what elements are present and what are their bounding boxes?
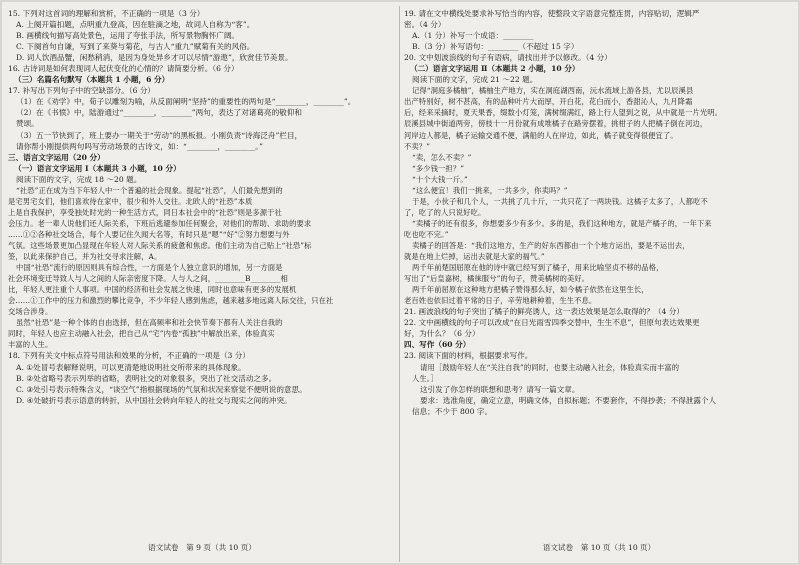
q20-stem: 20. 文中划波浪线的句子有语病，请找出并予以修改。（4 分）	[404, 53, 612, 63]
passage-line: “多少钱一担？”	[412, 163, 465, 173]
q19-part-a: A.（1 分）补写一个成语：________	[412, 31, 534, 41]
passage-line: 辰溪县城中街道两旁，傍枝十一月份就有成堆橘子在路旁摆着，挑柑子的人把橘子倒在河边，	[404, 119, 708, 129]
passage-line: 卖橘子的回答是：“我们这地方，生产的好东西都由一个个地方运出，要是不运出去，	[412, 240, 690, 250]
q15-option-b: B. 画横线句描写高处景色，运用了夸张手法，所写景物胸怀广阔。	[16, 31, 240, 41]
passage-line: 会压力。老一辈人说他们还人际关系，下班后逃避参加任何聚会，对他们的帮助、求助的要求	[8, 218, 312, 228]
q18-option-b: B. ②处省略号表示列举的省略，表明社交的对象很多，突出了社交活动之多。	[16, 373, 277, 383]
reading-instruction: 阅读下面的文字，完成 18 ～20 题。	[16, 174, 142, 184]
writing-prompt: 这引发了你怎样的联想和思考？请写一篇文章。	[420, 384, 580, 394]
passage-line: 两千年前楚国屈原在他的诗中就已经写到了橘子，用来比喻坚贞不移的品格，	[412, 263, 664, 273]
passage-line: 同时，年轻人也应主动融入社会，把自己从“宅”内卷“孤独”中解放出来，体验真实	[8, 329, 275, 339]
passage-line: 上是自我保护，享受独处时光的一种生活方式，同日本社会中的“社恐”则是多源于社	[8, 207, 282, 217]
q22-stem: 22. 文中画横线的句子可以改成“在日光雨雪四季交替中，生生不息”，但原句表达效果更	[404, 318, 700, 328]
passage-line: 写出了“后皇嘉树，橘徕服兮”的句子，赞美橘树的美好。	[404, 274, 590, 284]
passage-line: 交场合涉身。	[8, 307, 53, 317]
page-divider	[399, 6, 400, 562]
q15-option-a: A. 上阕开篇扣题，点明重九登高，因在駐滴之地，故词人自称为“客”。	[16, 20, 255, 30]
page-9	[8, 8, 396, 559]
q17-part-3-cont: 请你帮小刚提供两句吗写劳动场景的古诗文，如：“________，________。”	[16, 141, 263, 151]
section-heading-writing: 四、写作（60 分）	[404, 340, 471, 350]
q17-stem: 17. 补写出下列句子中的空缺部分。（6 分）	[8, 86, 156, 96]
passage-line: “十个大钱一斤。”	[412, 174, 468, 184]
q19-stem: 19. 请在文中横线处要求补写恰当的内容，使整段文字语意完整连贯，内容贴切，逻辑严	[404, 9, 700, 18]
passage-line: “卖，怎么不卖？”	[412, 152, 472, 162]
passage-line: 老百姓也依旧过着平常的日子，辛劳地耕种着，生生不息。	[404, 296, 597, 306]
passage-line: 中国“社恐”流行的原因则具有综合性，一方面是个人独立意识的增加，另一方面是	[16, 263, 283, 273]
passage-line: 河岸边人都是，橘子运输交通不便，满船的人在岸边，如此，橘子就变得很便宜了。	[404, 130, 678, 140]
passage-line: 就是在地上烂掉，运出去就是大家的福气。”	[404, 252, 545, 262]
page-10	[404, 8, 794, 559]
q21-stem: 21. 画波浪线的句子突出了橘子的鲜亮诱人，这一表达效果是怎么取得的？（4 分）	[404, 307, 684, 317]
q17-part-2-cont: 赞颂。	[16, 119, 39, 129]
passage-line: “卖橘子的还有很多，你想要多少有多少。多的是，我们这种地方，就是产橘子的，一年下来	[412, 218, 712, 228]
passage-line: 两千年前屈原在这种地方把橘子赞得那么好，如今橘子依然在这里生长，	[412, 285, 649, 295]
q16-stem: 16. 古诗词是如何表现词人起伏变化的心情的？请简要分析。（6 分）	[8, 64, 239, 74]
exam-sheet	[2, 2, 798, 563]
passage-line: 了，吃了的人只说好吃。	[404, 207, 486, 217]
q17-part-1: （1）在《劝学》中，荀子以雕刻为喻，从反面阐明“坚持”的重要性的两句是“________，________”。	[16, 97, 356, 107]
q19-stem-cont: 密。（4 分）	[404, 20, 446, 30]
subsection-heading-language-use-2: （二）语言文字运用 Ⅱ（本题共 2 小题，10 分）	[410, 64, 580, 74]
passage-line: 比，年轻人更注重个人事项。中国的经济和社会发展之快速，同时也意味有更多的发展机	[8, 285, 297, 295]
q18-option-c: C. ③处引号表示特殊含义，“谈空气”指根据现场的气氛和状况来察觉不便明说的意思。	[16, 384, 307, 394]
passage-line: 会……①工作中的压力和激烈的攀比竞争，不少年轻人感到焦虑，越来越多地远离人际交往，只在社	[8, 296, 334, 306]
reading-instruction: 阅读下面的文字，完成 21 ～22 题。	[412, 75, 538, 85]
writing-material: 请用［鼓励年轻人在“关注自我”的同时，也要主动融入社会，体验真实而丰富的	[420, 362, 680, 372]
page-footer: 语文试卷 第 9 页（共 10 页）	[148, 542, 256, 552]
passage-line: 出产特别好，树不甚高，有的品种叶片大而厚，开白花，花白而小，香甜沁人，九月降霜	[404, 97, 693, 107]
page-footer: 语文试卷 第 10 页（共 10 页）	[542, 542, 656, 552]
passage-line: 社会环境变迁导致人与人之间的人际亲密度下降。人与人之间，________B________相	[8, 274, 288, 284]
q23-stem: 23. 阅读下面的材料，根据要求写作。	[404, 351, 533, 361]
q22-stem-cont: 好，为什么？（6 分）	[404, 329, 480, 339]
writing-material-cont: 人生。］	[412, 373, 438, 383]
passage-line: 于是，小伙子和几个人，一共挑了几十斤，一共只花了一两块钱。这橘子太多了，人都吃不	[412, 196, 708, 206]
q17-part-3: （3）五一节快到了，班上要办一期关于“劳动”的黑板报。小刚负责“诗海泛舟”栏目，	[16, 130, 303, 140]
writing-requirements: 要求：选准角度，确定立意，明确文体，自拟标题；不要套作，不得抄袭；不得泄露个人	[420, 395, 717, 405]
q18-stem: 18. 下列有关文中标点符号用法和效果的分析，不正确的一项是（3 分）	[8, 351, 250, 361]
passage-line: 不卖？”	[404, 141, 431, 151]
q18-option-a: A. ①处冒号表解释说明，可以更清楚地说明社交所带来的具体现象。	[16, 362, 246, 372]
writing-requirements-cont: 信息；不少于 800 字。	[412, 406, 493, 416]
passage-line: 气氛。这些场景更加凸显现在年轻人对人际关系的疲惫和焦虑。他们主动为自己贴上“社恐”标	[8, 240, 312, 250]
passage-line: 记得“洞庭多橘柚”，橘柚生产地方，实在洞庭湖西南，沅水流域上游各县，尤以辰溪县	[412, 86, 694, 96]
q17-part-2: （2）在《书愤》中，陆游通过“________，________”两句，表达了对诸葛亮的敬仰和	[16, 108, 302, 118]
q15-option-d: D. 词人饮酒品蟹，闲愁稍消，是因为身处异乡才可以尽情“游遨”，欣赏佳节美景。	[16, 53, 293, 63]
passage-line: “这么便宜！我们一挑来，一共多少，你卖吗？”	[412, 185, 568, 195]
subsection-heading-language-use-1: （一）语言文字运用 Ⅰ（本题共 3 小题，10 分）	[14, 163, 181, 173]
passage-line: 是宅男宅女们，他们喜欢待在家中，很少和外人交往。北欧人的“社恐”本质	[8, 196, 253, 206]
section-heading-memorization: （三）名篇名句默写（本题共 1 小题，6 分）	[14, 75, 170, 85]
q15-option-c: C. 下阕首句自谦，写到了来葵与菊花，与古人“重九”赋菊有关的风俗。	[16, 42, 255, 52]
passage-line: 虽然“社恐”是一种个体的自由选择，但在高频率和社会快节奏下都有人关注自我的	[16, 318, 283, 328]
passage-line: 后，经来采摘时，夏天果香，缀数小灯笼，满树缀满红，路上行人望到之说，从中就是一片光明。	[404, 108, 723, 118]
passage-line: 丰富的人生。	[8, 340, 53, 350]
q15-stem: 15. 下列对这首词的理解和赏析，不正确的一项是（3 分）	[8, 9, 205, 18]
q18-option-d: D. ④处破折号表示语意的转折，从中国社会转向年轻人的社交与现实之间的冲突。	[16, 395, 292, 405]
section-heading-language-use: 三、语言文字运用（20 分）	[8, 152, 105, 162]
passage-line: 签，以此来保护自己，并为社交寻求注解，A。	[8, 252, 162, 262]
passage-line: 吃也吃不完。”	[404, 229, 449, 239]
passage-line: ……①②各种社交场合，每个人要记住久闻大名等，有时只是“嗯”“好”②努力想要与外	[8, 229, 290, 239]
q19-part-b: B.（3 分）补写语句：________（不超过 15 字）	[412, 42, 579, 52]
passage-line: “社恐”正在成为当下年轻人中一个普遍的社会现象。提起“社恐”，人们最先想到的	[16, 185, 283, 195]
